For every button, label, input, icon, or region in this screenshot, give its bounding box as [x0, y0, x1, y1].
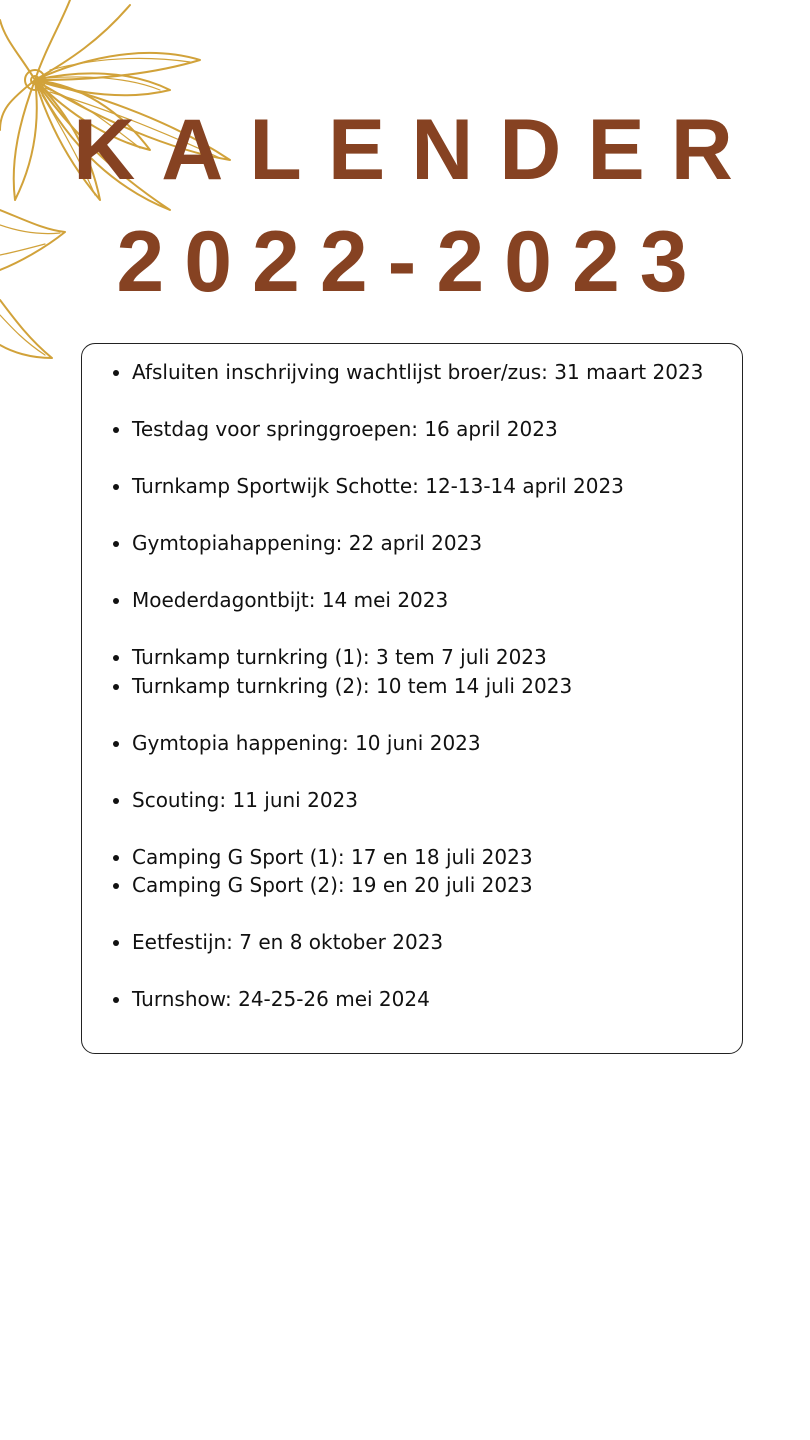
calendar-item — [110, 415, 740, 444]
calendar-item-text: Turnkamp Sportwijk Schotte: 12-13-14 april 2023 — [132, 474, 624, 498]
calendar-item — [110, 672, 740, 701]
calendar-group — [110, 928, 740, 957]
bullet-icon — [113, 741, 119, 747]
page-subtitle-years: 2022-2023 — [116, 214, 708, 310]
calendar-item-text: Moederdagontbijt: 14 mei 2023 — [132, 588, 449, 612]
calendar-item — [110, 871, 740, 900]
calendar-item-text: Afsluiten inschrijving wachtlijst broer/zus: 31 maart 2023 — [132, 360, 704, 384]
calendar-item — [110, 729, 740, 758]
calendar-item — [110, 985, 740, 1014]
calendar-group — [110, 643, 740, 700]
calendar-item — [110, 472, 740, 501]
calendar-item-text: Turnshow: 24-25-26 mei 2024 — [132, 987, 430, 1011]
calendar-group — [110, 472, 740, 501]
calendar-item-text: Turnkamp turnkring (2): 10 tem 14 juli 2023 — [132, 673, 573, 698]
calendar-item-text: Testdag voor springgroepen: 16 april 2023 — [132, 417, 558, 441]
calendar-group — [110, 529, 740, 558]
calendar-group — [110, 786, 740, 815]
calendar-item — [110, 529, 740, 558]
bullet-icon — [113, 655, 119, 661]
calendar-group — [110, 729, 740, 758]
calendar-item-text: Camping G Sport (2): 19 en 20 juli 2023 — [132, 873, 533, 897]
bullet-icon — [113, 883, 119, 889]
calendar-group — [110, 985, 740, 1014]
bullet-icon — [113, 855, 119, 861]
calendar-item — [110, 643, 740, 672]
bullet-icon — [113, 798, 119, 804]
calendar-item — [110, 786, 740, 815]
bullet-icon — [113, 541, 119, 547]
calendar-group — [110, 358, 740, 387]
calendar-item-text: Eetfestijn: 7 en 8 oktober 2023 — [132, 930, 444, 954]
bullet-icon — [113, 684, 119, 690]
calendar-item-text: Camping G Sport (1): 17 en 18 juli 2023 — [132, 844, 533, 869]
bullet-icon — [113, 484, 119, 490]
bullet-icon — [113, 940, 119, 946]
calendar-item-text: Gymtopia happening: 10 juni 2023 — [132, 730, 481, 755]
calendar-item-text: Scouting: 11 juni 2023 — [132, 787, 358, 812]
bullet-icon — [113, 427, 119, 433]
calendar-group — [110, 415, 740, 444]
bullet-icon — [113, 370, 119, 376]
calendar-item — [110, 586, 740, 615]
page-title: KALENDER — [73, 102, 759, 198]
calendar-group — [110, 843, 740, 900]
bullet-icon — [113, 598, 119, 604]
calendar-item — [110, 358, 740, 387]
calendar-item — [110, 843, 740, 872]
calendar-list — [110, 358, 740, 1042]
calendar-group — [110, 586, 740, 615]
calendar-item — [110, 928, 740, 957]
calendar-item-text: Gymtopiahappening: 22 april 2023 — [132, 531, 483, 555]
calendar-item-text: Turnkamp turnkring (1): 3 tem 7 juli 2023 — [132, 645, 547, 669]
bullet-icon — [113, 997, 119, 1003]
